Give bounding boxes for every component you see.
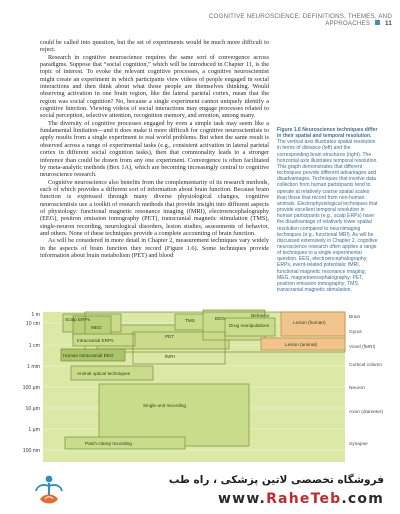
- running-header: [180, 13, 392, 27]
- watermark-url-brand: RaheTeb: [266, 491, 342, 507]
- body-paragraph: As will be considered in more detail in Chapter 2, measurement techniques vary widely in the aspects of brain function they record (Figure 1.6). Some techniques provide information about brain metabolism (PET) and blood: [40, 237, 269, 259]
- body-paragraph: Cognitive neuroscience also benefits from the complementarity of its research methods, each of which provides a different sort of information about brain function. Because brain function is expressed through many diverse physiological changes, cognitive neuroscientists use a toolkit of research methods that provide insight into different aspects of physiology: functional magnetic resonance imaging (fMRI), electroencephalography (EEG), positron emission tomography (PET), transcranial magnetic stimulation (TMS), single-neuron recording, neurological disorders, lesion studies, assessments of behavior, and others. None of these techniques provide a complete accounting of brain function.: [40, 178, 269, 237]
- tms-label: TMS: [185, 318, 195, 323]
- y-tick-label: 1 µm: [28, 427, 40, 433]
- watermark-url[interactable]: [84, 491, 384, 507]
- y-tick-label: 1 cm: [28, 343, 40, 349]
- resolution-figure-svg: [15, 308, 391, 468]
- pet-label: PET: [165, 334, 175, 339]
- structure-label: Axon (diameter): [349, 410, 384, 415]
- structure-label: Voxel (fMRI): [349, 345, 376, 350]
- drug-label: Drug manipulations: [229, 323, 270, 328]
- resolution-figure: [15, 308, 391, 468]
- y-tick-label: 10 µm: [25, 406, 40, 412]
- watermark-persian-text: فروشگاه تخصصی لاتین پزشکی ، راه طب: [168, 474, 384, 486]
- lesion-animal-label: Lesion (animal): [285, 342, 318, 347]
- page-number: 11: [385, 20, 392, 27]
- structure-label: Cortical column: [349, 363, 383, 368]
- watermark-url-prefix: www.: [218, 491, 267, 507]
- body-paragraph: The diversity of cognitive processes engaged by even a simple task may seem like a fundamental limitation—and it does make it more difficult for cognitive neuroscientists to apply results from a single experiment to real world problems. But when the same result is observed across a range of experimental tasks (e.g., consistent activation in lateral parietal cortex in different social cognition tasks), then that commonality leads to a stronger inference than could be drawn from any one experiment. Convergence is often facilitated by meta-analytic methods (Box 1A), which are becoming increasingly central to cognitive neuroscience research.: [40, 119, 269, 179]
- single-unit-label: Single-unit recording: [143, 403, 186, 408]
- y-tick-label: 100 µm: [22, 385, 40, 391]
- structure-label: Brain: [349, 315, 361, 320]
- animal-optical-label: Animal optical techniques: [77, 371, 131, 376]
- y-tick-label: 1 m: [31, 312, 40, 318]
- structure-label: Neuron: [349, 386, 365, 391]
- meg-label: MEG: [91, 325, 102, 330]
- figure-caption: [277, 127, 378, 293]
- eeg-label: EEG: [215, 316, 225, 321]
- scalp-erps-label: Scalp ERPs: [65, 317, 91, 322]
- body-paragraph: Research in cognitive neuroscience requires the same sort of convergence across paradigms. Suppose that “social cognition,” which will be introduced in Chapter 11, is the topic of interest. To evoke the relevant cognitive processes, a cognitive neuroscientist might create an experiment in which participants view videos of people engaged in social interactions and then think about what those people are themselves thinking. Would observing activation in one brain region, like the lateral parietal cortex, mean that the region was social cognition? No, because a single experiment cannot uniquely identify a cognitive function. Viewing videos of social interactions may engage processes related to social perception, selective attention, recognition memory, and emotion, among many.: [40, 53, 269, 120]
- header-marker-icon: [375, 20, 380, 25]
- caption-text: The vertical axis illustrates spatial resolution in terms of distance (left) and the corresponding brain structures (right). The horizontal axis illustrates temporal resolution. This graph demonstrates that different techniques provide different advantages and disadvantages. Techniques that involve data collection from human participants tend to operate at relatively coarse spatial scales than those that record from non-human animals. Electrophysiological techniques that provide excellent temporal resolution in human participants (e.g., scalp ERPs) have the disadvantage of relatively lower spatial resolution compared to neuroimaging techniques (e.g., functional MRI). As will be discussed extensively in Chapter 2, cognitive neuroscience research often applies a range of techniques to a single experimental question. EEG, electroencephalography; ERPs, event-related potentials; fMRI, functional magnetic resonance imaging; MEG, magnetoencephalography; PET, positron emission tomography; TMS, transcranial magnetic stimulation.: [277, 139, 378, 294]
- intracranial-label: Intracranial ERPs: [77, 338, 114, 343]
- watermark-url-suffix: .com: [341, 491, 384, 507]
- structure-label: Synapse: [349, 442, 368, 447]
- lesion-human-label: Lesion (human): [293, 320, 326, 325]
- body-paragraph: could be called into question, but the set of experiments would be much more difficult to reject.: [40, 39, 269, 54]
- running-title: COGNITIVE NEUROSCIENCE: DEFINITIONS, THEMES, AND APPROACHES: [208, 13, 392, 27]
- patch-clamp-label: Patch-clamp recording: [85, 441, 132, 446]
- human-ieeg-label: Human intracranial EEG: [63, 353, 114, 358]
- behavior-label: Behavior: [251, 313, 270, 318]
- caption-title: Figure 1.6 Neuroscience techniques differ in their spatial and temporal resolution.: [277, 127, 378, 140]
- y-tick-label: 100 nm: [22, 448, 40, 454]
- body-text: [40, 39, 269, 259]
- y-tick-label: 10 cm: [25, 321, 40, 327]
- medical-logo-icon: [32, 473, 66, 509]
- y-tick-label: 1 mm: [27, 364, 40, 370]
- fmri-label: fMRI: [165, 354, 175, 359]
- structure-label: Gyrus: [349, 330, 362, 335]
